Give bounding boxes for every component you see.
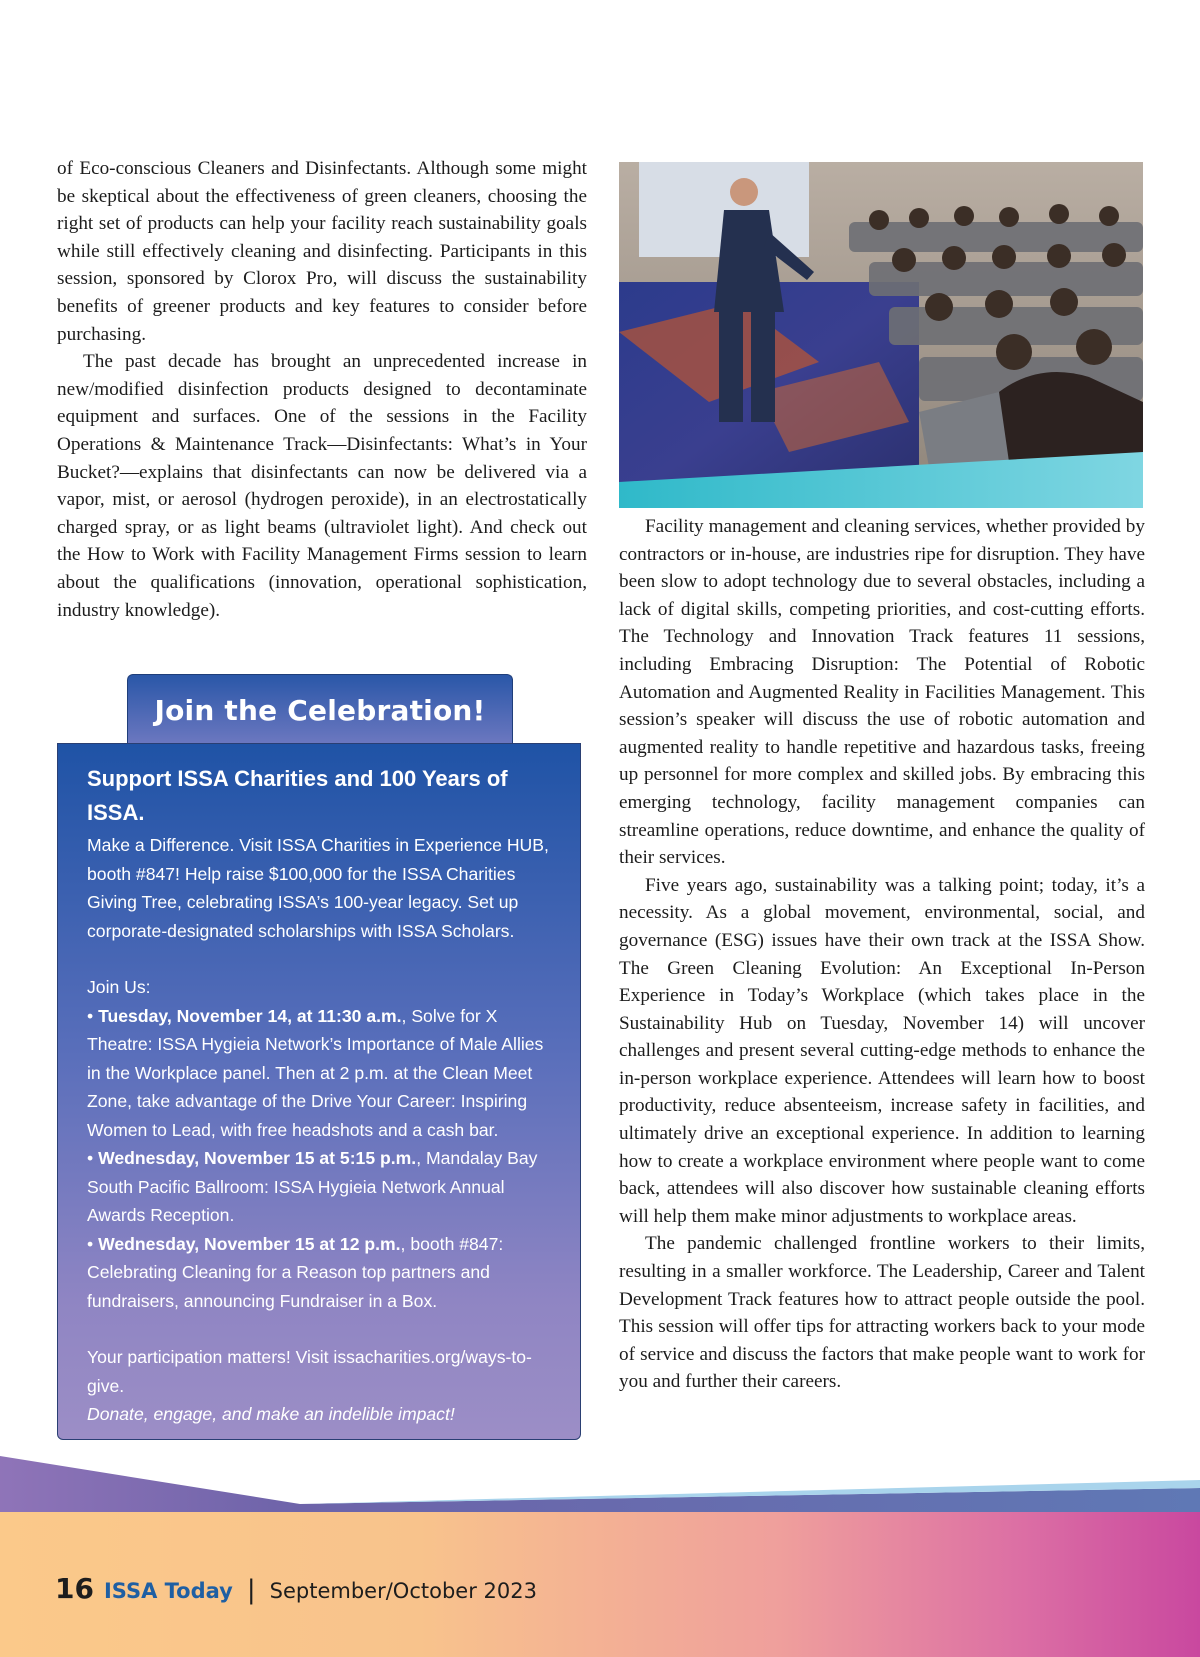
- footer-wedge-decoration: [0, 1450, 1200, 1520]
- left-paragraph-2: The past decade has brought an unprecedented increase in new/modified disinfection products designed to decontaminate equipment and surfaces. One of the sessions in the Facility Operations & Maintenance Track—Disinfectants: What’s in Your Bucket?—explains that disinfectants can now be delivered via a vapor, mist, or aerosol (hydrogen peroxide), in an electrostatically charged spray, or as light beams (ultraviolet light). And check out the How to Work with Facility Management Firms session to learn about the qualifications (innovation, operational sophistication, industry knowledge).: [57, 351, 587, 621]
- event-item: [87, 1002, 552, 1145]
- spacer: [87, 945, 552, 973]
- event-item: [87, 1230, 552, 1316]
- sidebar-tab: [127, 674, 513, 745]
- left-paragraph-1: of Eco-conscious Cleaners and Disinfectants. Although some might be skeptical about the effectiveness of green cleaners, choosing the right set of products can help your facility reach sustainability goals while still effectively cleaning and disinfecting. Participants in this session, sponsored by Clorox Pro, will discuss the sustainability benefits of greener products and key features to consider before purchasing.: [57, 158, 587, 345]
- issue-date: September/October 2023: [269, 1579, 537, 1603]
- right-column: [619, 513, 1145, 1396]
- spacer: [87, 1315, 552, 1343]
- conference-photo: [619, 162, 1143, 508]
- closing-text: Your participation matters! Visit issacharities.org/ways-to-give.: [87, 1347, 532, 1396]
- folio: [55, 1572, 537, 1605]
- event-description: , Mandalay Bay South Pacific Ballroom: ISSA Hygieia Network Annual Awards Reception.: [87, 1148, 538, 1225]
- sidebar-title: Join the Celebration!: [154, 693, 486, 727]
- left-column: [57, 155, 587, 624]
- bullet: •: [87, 1005, 94, 1026]
- right-paragraph-1: Facility management and cleaning services, whether provided by contractors or in-house, are industries ripe for disruption. They have been slow to adopt technology due to several obstacles, including a lack of digital skills, competing priorities, and cost-cutting efforts. The Technology and Innovation Track features 11 sessions, including Embracing Disruption: The Potential of Robotic Automation and Augmented Reality in Facilities Management. This session’s speaker will discuss the use of robotic automation and augmented reality to handle repetitive and hazardous tasks, freeing up personnel for more complex and skilled jobs. By embracing this emerging technology, facility management companies can streamline operations, reduce downtime, and enhance the quality of their services.: [619, 516, 1145, 869]
- page-number: 16: [55, 1572, 94, 1605]
- event-time: Wednesday, November 15 at 5:15 p.m.: [98, 1148, 417, 1168]
- event-time: Tuesday, November 14, at 11:30 a.m.: [98, 1005, 402, 1026]
- event-time: Wednesday, November 15 at 12 p.m.: [98, 1233, 401, 1254]
- bullet: •: [87, 1233, 94, 1254]
- bullet: •: [87, 1148, 94, 1168]
- event-item: [87, 1144, 552, 1230]
- publication-name: ISSA Today: [103, 1579, 233, 1603]
- tagline: Donate, engage, and make an indelible impact!: [87, 1404, 455, 1424]
- sidebar-heading: Support ISSA Charities and 100 Years of ISSA.: [87, 766, 508, 825]
- join-label: Join Us:: [87, 977, 151, 997]
- sidebar-intro: Make a Difference. Visit ISSA Charities in Experience HUB, booth #847! Help raise $100,000 for the ISSA Charities Giving Tree, celebrating ISSA’s 100-year legacy. Set up corporate-designated scholarships with ISSA Scholars.: [87, 835, 549, 941]
- event-description: , Solve for X Theatre: ISSA Hygieia Network’s Importance of Male Allies in the Workplace panel. Then at 2 p.m. at the Clean Meet Zone, take advantage of the Drive Your Career: Inspiring Women to Lead, with free headshots and a cash bar.: [87, 1005, 544, 1140]
- right-paragraph-3: The pandemic challenged frontline workers to their limits, resulting in a smaller workforce. The Leadership, Career and Talent Development Track features how to attract people outside the pool. This session will offer tips for attracting workers back to your mode of service and discuss the factors that make people want to work for you and further their careers.: [619, 1233, 1145, 1393]
- right-paragraph-2: Five years ago, sustainability was a talking point; today, it’s a necessity. As a global movement, environmental, social, and governance (ESG) issues have their own track at the ISSA Show. The Green Cleaning Evolution: An Exceptional In-Person Experience in Today’s Workplace (which takes place in the Sustainability Hub on Tuesday, November 14) will uncover challenges and present several cutting-edge methods to enhance the in-person workplace experience. Attendees will learn how to boost productivity, reduce absenteeism, increase safety in facilities, and ultimately drive an exceptional experience. In addition to learning how to create a workplace environment where people want to come back, attendees will also discover how sustainable cleaning efforts will help them make minor adjustments to workplace areas.: [619, 874, 1145, 1227]
- folio-separator: |: [246, 1575, 256, 1605]
- conference-photo-illustration: [619, 162, 1143, 508]
- event-description: , booth #847: Celebrating Cleaning for a Reason top partners and fundraisers, announcing Fundraiser in a Box.: [87, 1233, 504, 1311]
- charity-sidebar: [57, 743, 581, 1440]
